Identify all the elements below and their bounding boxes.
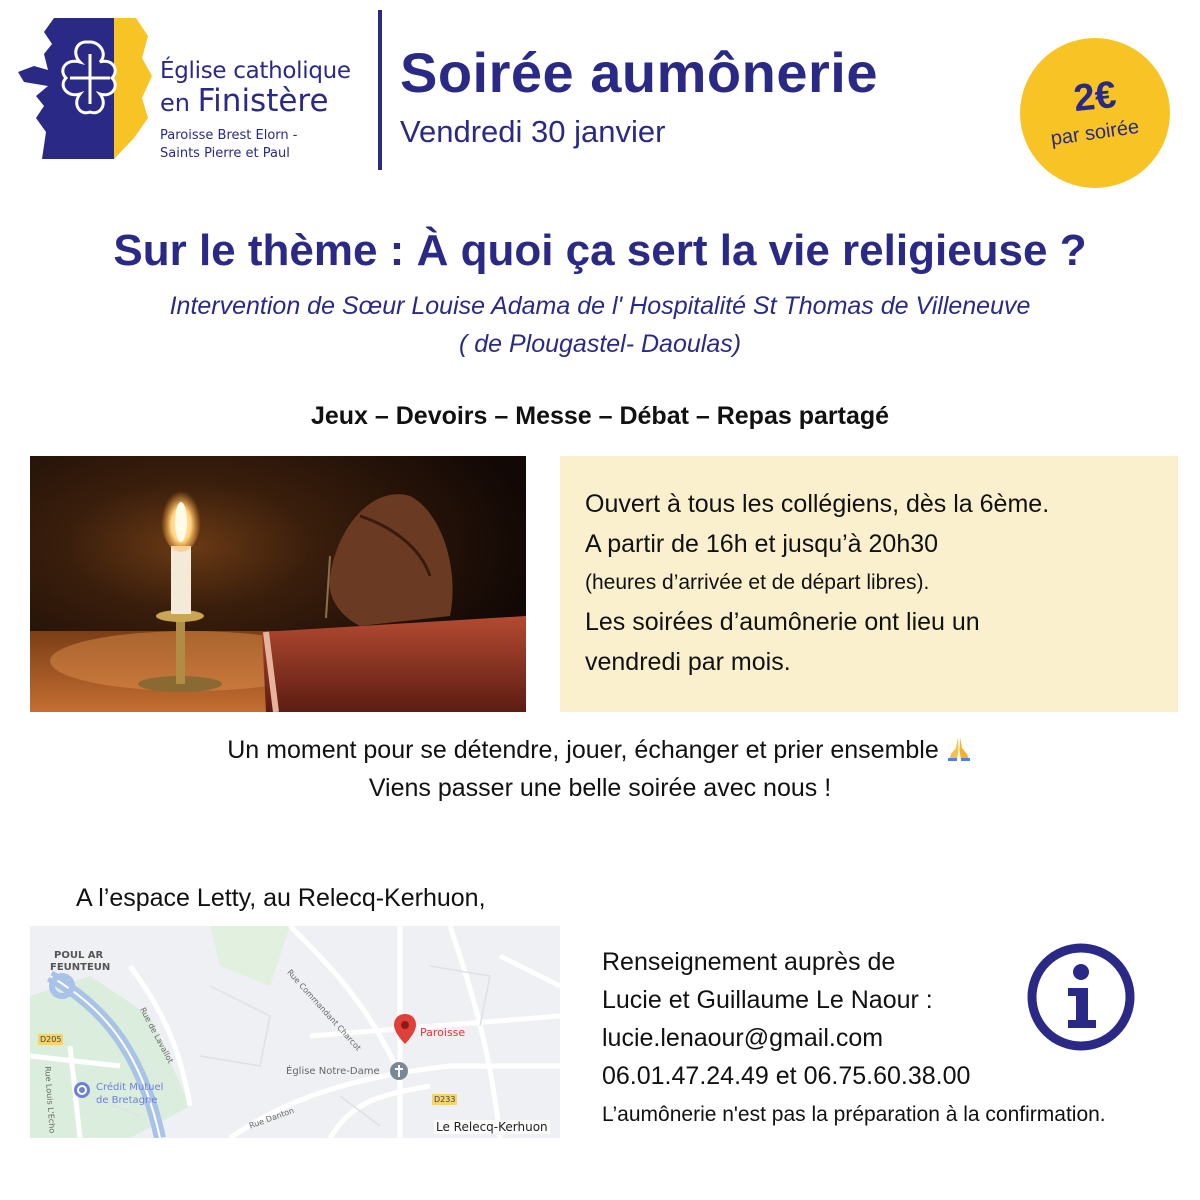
info-box (560, 456, 1178, 712)
map-pin-icon[interactable] (394, 1014, 416, 1049)
event-title: Soirée aumônerie (400, 41, 878, 104)
contact-intro: Renseignement auprès de (602, 948, 896, 976)
pray-emoji-icon (945, 734, 973, 769)
candle-prayer-photo (30, 456, 526, 712)
logo-line-2-main: Finistère (197, 83, 329, 119)
tagline-1 (0, 734, 1200, 769)
bank-marker-icon[interactable] (74, 1082, 90, 1098)
logo-line-2-prefix: en (160, 89, 198, 117)
contact-email[interactable]: lucie.lenaour@gmail.com (602, 1024, 884, 1052)
logo-parish-line-2: Saints Pierre et Paul (160, 146, 290, 161)
header-divider (378, 10, 382, 170)
map-label-area-1: POUL AR (54, 950, 104, 961)
map-label-street-danton: Rue Danton (248, 1105, 296, 1131)
logo-parish-line-1: Paroisse Brest Elorn - (160, 128, 298, 143)
info-audience: Ouvert à tous les collégiens, dès la 6ème. (585, 490, 1050, 518)
event-date: Vendredi 30 janvier (400, 114, 666, 149)
activities-list: Jeux – Devoirs – Messe – Débat – Repas partagé (310, 402, 890, 430)
map-label-street-lavallot: Rue de Lavallot (138, 1006, 175, 1065)
church-marker-icon[interactable] (390, 1062, 408, 1080)
speaker-line-2: ( de Plougastel- Daoulas) (458, 330, 742, 358)
logo-line-1: Église catholique (160, 58, 351, 84)
theme-title: Sur le thème : À quoi ça sert la vie religieuse ? (113, 226, 1087, 275)
speaker-line-1: Intervention de Sœur Louise Adama de l' Hospitalité St Thomas de Villeneuve (169, 292, 1031, 320)
price-unit: par soirée (1049, 115, 1141, 151)
info-icon (1026, 942, 1136, 1052)
price-amount: 2€ (1071, 73, 1119, 121)
location-map[interactable] (30, 926, 560, 1138)
tagline-1-text: Un moment pour se détendre, jouer, échanger et prier ensemble (227, 736, 939, 764)
diocese-logo-text (160, 58, 351, 161)
logo-line-2 (160, 82, 351, 122)
info-hours-note: (heures d’arrivée et de départ libres). (585, 571, 930, 594)
map-label-bank-2: de Bretagne (96, 1095, 158, 1106)
info-frequency-2: vendredi par mois. (585, 648, 791, 676)
map-label-street-louis: Rue Louis L'Echo (43, 1066, 57, 1134)
map-road-d205: D205 (40, 1035, 62, 1044)
map-label-street-commandant: Rue Commandant Charcot (285, 968, 363, 1053)
map-label-bank-1: Crédit Mutuel (96, 1082, 164, 1093)
info-frequency-1: Les soirées d’aumônerie ont lieu un (585, 608, 980, 636)
map-label-church: Église Notre-Dame (286, 1066, 380, 1077)
price-badge (1020, 38, 1170, 188)
map-label-pin: Paroisse (420, 1026, 466, 1039)
disclaimer: L’aumônerie n'est pas la préparation à la confirmation. (602, 1103, 1106, 1126)
contact-names: Lucie et Guillaume Le Naour : (602, 986, 933, 1014)
map-road-d233: D233 (434, 1095, 456, 1104)
diocese-logo-icon (14, 14, 156, 164)
map-label-town: Le Relecq-Kerhuon (436, 1120, 548, 1134)
location-label: A l’espace Letty, au Relecq-Kerhuon, (76, 884, 486, 912)
info-hours: A partir de 16h et jusqu’à 20h30 (585, 530, 939, 558)
tagline-2: Viens passer une belle soirée avec nous ! (368, 774, 832, 802)
contact-phones[interactable]: 06.01.47.24.49 et 06.75.60.38.00 (602, 1062, 971, 1090)
map-label-area-2: FEUNTEUN (50, 962, 111, 973)
